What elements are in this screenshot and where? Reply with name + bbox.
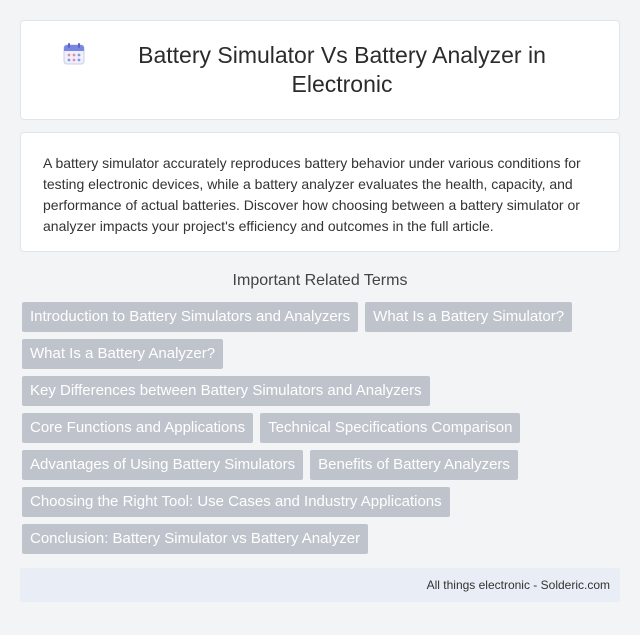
term-tag[interactable]: Benefits of Battery Analyzers <box>310 450 518 480</box>
term-tag[interactable]: Conclusion: Battery Simulator vs Battery Analyzer <box>22 524 368 554</box>
page-title: Battery Simulator Vs Battery Analyzer in Electronic <box>138 42 546 97</box>
related-terms-heading: Important Related Terms <box>232 272 408 289</box>
summary-card <box>20 132 620 252</box>
term-tag[interactable]: What Is a Battery Analyzer? <box>22 339 223 369</box>
related-terms-list <box>20 302 620 554</box>
footer-text[interactable]: All things electronic - Solderic.com <box>426 578 610 592</box>
footer <box>20 568 620 602</box>
term-tag[interactable]: Choosing the Right Tool: Use Cases and Industry Applications <box>22 487 450 517</box>
term-tag[interactable]: Advantages of Using Battery Simulators <box>22 450 303 480</box>
term-tag[interactable]: Introduction to Battery Simulators and Analyzers <box>22 302 358 332</box>
term-tag[interactable]: Key Differences between Battery Simulators and Analyzers <box>22 376 430 406</box>
term-tag[interactable]: What Is a Battery Simulator? <box>365 302 572 332</box>
term-tag[interactable]: Technical Specifications Comparison <box>260 413 520 443</box>
calendar-icon <box>61 41 87 67</box>
header <box>61 41 579 99</box>
term-tag[interactable]: Core Functions and Applications <box>22 413 253 443</box>
summary-text: A battery simulator accurately reproduces battery behavior under various conditions for testing electronic devices, while a battery analyzer evaluates the health, capacity, and performance of actual batteries. Discover how choosing between a battery simulator or analyzer impacts your project's efficiency and outcomes in the full article. <box>43 155 581 234</box>
header-card <box>20 20 620 120</box>
